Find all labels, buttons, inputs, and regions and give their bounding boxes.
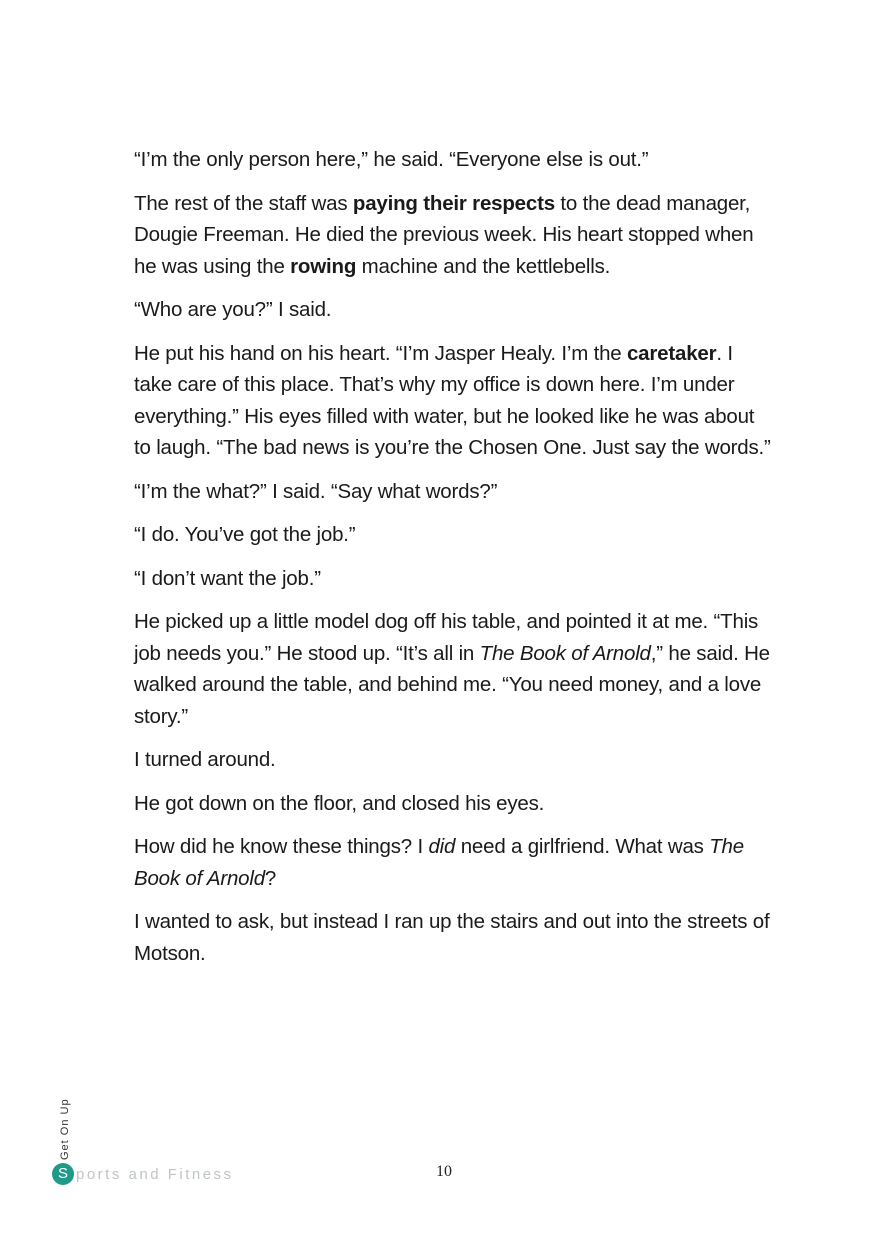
text-run: “I’m the only person here,” he said. “Everyone else is out.” (134, 148, 649, 171)
paragraph (134, 144, 774, 176)
text-run: “I don’t want the job.” (134, 566, 321, 590)
paragraph (134, 563, 774, 595)
text-run: “Who are you?” I said. (134, 298, 332, 321)
text-run: ? (264, 866, 277, 890)
series-name: ports and Fitness (76, 1165, 234, 1183)
text-run: to the dead manager, Dougie Freeman. He died the previous week. His heart stopped when he was using the (134, 191, 754, 278)
paragraph (134, 338, 774, 464)
text-run: ,” he said. He walked around the table, and behind me. “You need money, and a love story.” (134, 641, 770, 728)
story-text (134, 144, 774, 981)
text-run: “I do. You’ve got the job.” (134, 523, 356, 546)
italic-text: did (428, 835, 456, 858)
bold-term: caretaker (626, 341, 717, 365)
paragraph (134, 788, 774, 820)
text-run: “I’m the what?” I said. “Say what words?” (134, 479, 498, 503)
text-run: . I take care of this place. That’s why my office is down here. I’m under everything.” His eyes filled with water, but he looked like he was about to laugh. “The bad news is you’re the Chosen One. Just say the words.” (134, 341, 771, 459)
text-run: He got down on the floor, and closed his eyes. (134, 791, 545, 815)
bold-term: paying their respects (352, 191, 555, 215)
paragraph (134, 744, 774, 776)
text-run: I turned around. (134, 748, 276, 771)
text-run: I wanted to ask, but instead I ran up the stairs and out into the streets of Motson. (134, 910, 770, 965)
series-initial-badge: S (52, 1163, 74, 1185)
paragraph (134, 831, 774, 894)
text-run: machine and the kettlebells. (356, 254, 611, 278)
bold-term: rowing (290, 254, 357, 278)
text-run: He put his hand on his heart. “I’m Jasper Healy. I’m the (134, 341, 627, 365)
paragraph (134, 476, 774, 508)
text-run: How did he know these things? I (134, 835, 429, 858)
book-title-vertical (58, 1086, 72, 1160)
series-label (52, 1162, 234, 1186)
text-run: The rest of the staff was (134, 191, 353, 215)
italic-text: The Book of Arnold (479, 641, 651, 665)
paragraph (134, 606, 774, 732)
page-number: 10 (436, 1163, 452, 1180)
paragraph (134, 906, 774, 969)
italic-text: The Book of Arnold (134, 835, 744, 890)
paragraph (134, 294, 774, 326)
paragraph (134, 188, 774, 283)
text-run: need a girlfriend. What was (455, 835, 710, 858)
paragraph (134, 519, 774, 551)
book-title: Get On Up (59, 1098, 71, 1160)
text-run: He picked up a little model dog off his table, and pointed it at me. “This job needs you.” He stood up. “It’s all in (134, 610, 759, 665)
